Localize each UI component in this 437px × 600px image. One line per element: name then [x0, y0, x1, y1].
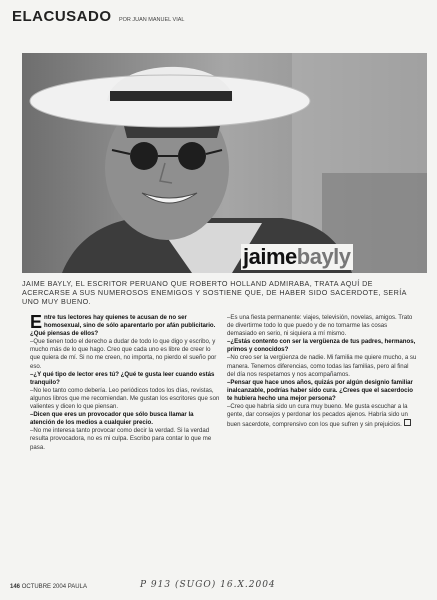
paragraph-text: –Pensar que hace unos años, quizás por algún designio familiar inalcanzable, podrías haber sido cura. ¿Crees que el sacerdocio te hubiera hecho una mejor persona?: [227, 378, 413, 402]
interview-question: [227, 338, 417, 354]
article-column-right: [227, 314, 417, 582]
interview-answer: [227, 314, 417, 338]
paragraph-text: –Es una fiesta permanente: viajes, televisión, novelas, amigos. Trato de divertirme todo lo que puedo y de no tomarme las cosas demasiado en serio, ni siquiera a mí mismo.: [227, 314, 413, 338]
end-mark-icon: [404, 419, 411, 426]
interview-question: [30, 411, 220, 427]
interview-answer: [227, 354, 417, 378]
interview-question: [30, 371, 220, 387]
portrait-illustration: [22, 53, 427, 273]
interview-answer: [30, 387, 220, 411]
interview-question: [227, 379, 417, 403]
article-column-left: [30, 314, 220, 582]
drop-cap: E: [30, 312, 43, 332]
paragraph-text: –Que tienen todo el derecho a dudar de todo lo que digo y escribo, y mucho más de lo que hago. Creo que cada uno es libre de creer lo que quiera de mí. Si no me creen, no importa, no pierdo el sueño por eso.: [30, 338, 217, 370]
paragraph-text: –¿Estás contento con ser la vergüenza de tus padres, hermanos, primos y conocidos?: [227, 338, 416, 354]
magazine-name: PAULA: [67, 584, 87, 590]
interview-answer: [227, 403, 417, 429]
portrait-photo: [22, 53, 427, 273]
interview-answer: [30, 427, 220, 451]
subject-first-name: jaime: [243, 244, 297, 269]
author-byline: POR JUAN MANUEL VIAL: [118, 17, 185, 23]
page-footer: [10, 584, 87, 590]
paragraph-text: –Creo que habría sido un cura muy bueno. Me gusta escuchar a la gente, dar consejos y perdonar los pecados ajenos. Habría sido un buen sacerdote, comprensivo con los que sufren y sin prejuicios.: [227, 403, 408, 429]
article-deck: JAIME BAYLY, EL ESCRITOR PERUANO QUE ROBERTO HOLLAND ADMIRABA, TRATA AQUÍ DE ACERCARSE A SUS NUMEROSOS ENEMIGOS Y SOSTIENE QUE, DE HABER SIDO SACERDOTE, SERÍA UNO MUY BUENO.: [22, 279, 407, 306]
paragraph-text: –No me interesa tanto provocar como decir la verdad. Si la verdad resulta provocadora, no es mi culpa. Escribo para contar lo que me pasa.: [30, 427, 212, 451]
subject-name: [241, 244, 353, 270]
interview-question: [30, 314, 220, 338]
subject-last-name: bayly: [296, 244, 351, 269]
paragraph-text: –No leo tanto como debería. Leo periódicos todos los días, revistas, algunos libros que me recomiendan. Me gustan los escritores que son valientes y dicen lo que piensan.: [30, 386, 220, 411]
page-number: 146: [10, 584, 21, 590]
paragraph-text: –No creo ser la vergüenza de nadie. Mi familia me quiere mucho, a su manera. Tenemos diferencias, como todas las familias, pero al final del día nos respetamos y nos acompañamos.: [227, 354, 417, 378]
paragraph-text: –Dicen que eres un provocador que sólo busca llamar la atención de los medios a cualquier precio.: [30, 411, 194, 427]
handwritten-annotation: P 913 (SUGO) 16.X.2004: [140, 580, 276, 590]
section-title: ELACUSADO: [12, 8, 112, 25]
issue-date: OCTUBRE 2004: [21, 584, 67, 590]
paragraph-text: –¿Y qué tipo de lector eres tú? ¿Qué te gusta leer cuando estás tranquilo?: [30, 370, 215, 386]
paragraph-text: ntre tus lectores hay quienes te acusan de no ser homosexual, sino de sólo aparentarlo por afán publicitario. ¿Qué piensas de ellos?: [30, 314, 216, 338]
interview-answer: [30, 338, 220, 370]
section-header: [12, 8, 184, 26]
